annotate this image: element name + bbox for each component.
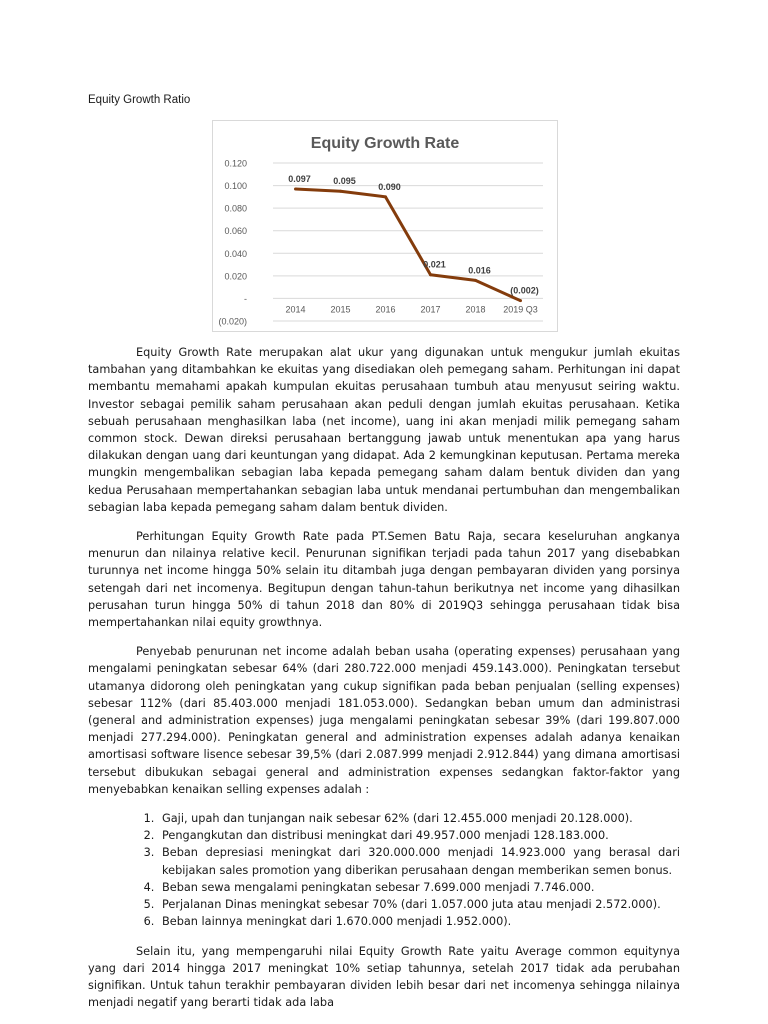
paragraph-2: Perhitungan Equity Growth Rate pada PT.Semen Batu Raja, secara keseluruhan angkanya menurun dan nilainya relative kecil. Penurunan signifikan terjadi pada tahun 2017 yang disebabkan turunnya net income hingga 50% selain itu ditambah juga dengan pembayaran dividen yang porsinya setengah dari net incomenya. Begitupun dengan tahun-tahun berikutnya net income yang dihasilkan perusahan turun hingga 50% di tahun 2018 dan 80% di 2019Q3 sehingga perusahaan tidak bisa mempertahankan nilai equity growthnya.: [88, 530, 680, 630]
x-tick-label: 2018: [465, 304, 486, 315]
y-tick-label: -: [244, 293, 247, 304]
list-item: 3. Beban depresiasi meningkat dari 320.000.000 menjadi 14.923.000 yang berasal dari kebijakan sales promotion yang diberikan perusahaan dengan memberikan semen bonus.: [158, 844, 680, 878]
x-tick-label: 2015: [330, 304, 351, 315]
data-label: 0.090: [378, 181, 401, 192]
chart-title: Equity Growth Rate: [310, 135, 460, 152]
x-tick-label: 2016: [375, 304, 396, 315]
x-tick-label: 2017: [420, 304, 441, 315]
y-tick-label: 0.020: [224, 271, 247, 282]
data-label: 0.021: [423, 259, 446, 270]
y-tick-label: (0.020): [218, 316, 247, 327]
data-label: (0.002): [510, 285, 539, 296]
paragraph-closing: Selain itu, yang mempengaruhi nilai Equity Growth Rate yaitu Average common equitynya yang dari 2014 hingga 2017 meningkat 10% setiap tahunnya, setelah 2017 tidak ada perubahan signifikan. Untuk tahun terakhir pembayaran dividen lebih besar dari net incomenya sehingga nilainya menjadi negatif yang berarti tidak ada laba: [88, 944, 680, 1010]
list-item: 4. Beban sewa mengalami peningkatan sebesar 7.699.000 menjadi 7.746.000.: [158, 879, 680, 896]
y-tick-label: 0.040: [224, 248, 247, 259]
y-tick-label: 0.100: [224, 181, 247, 192]
data-point: [519, 299, 522, 302]
data-label: 0.095: [333, 176, 356, 187]
data-label: 0.097: [288, 173, 311, 184]
body-text: [88, 344, 680, 1023]
x-tick-label: 2014: [285, 304, 306, 315]
list-item: 2. Pengangkutan dan distribusi meningkat dari 49.957.000 menjadi 128.183.000.: [158, 827, 680, 844]
data-point: [474, 279, 477, 282]
equity-growth-chart: [212, 120, 558, 332]
data-point: [429, 273, 432, 276]
y-tick-label: 0.120: [224, 158, 247, 169]
data-point: [384, 195, 387, 198]
data-point: [339, 190, 342, 193]
data-label: 0.016: [468, 265, 491, 276]
y-tick-label: 0.080: [224, 203, 247, 214]
paragraph-3: Penyebab penurunan net income adalah beban usaha (operating expenses) perusahaan yang mengalami peningkatan sebesar 64% (dari 280.722.000 menjadi 459.143.000). Peningkatan tersebut utamanya didorong oleh peningkatan yang cukup signifikan pada beban penjualan (selling expenses) sebesar 112% (dari 85.403.000 menjadi 181.053.000). Sedangkan beban umum dan administrasi (general and administration expenses) juga mengalami peningkatan sebesar 39% (dari 199.807.000 menjadi 277.294.000). Peningkatan general and administration expenses adalah adanya kenaikan amortisasi software lisence sebesar 39,5% (dari 2.087.999 menjadi 2.912.844) yang dimana amortisasi tersebut dibukukan sebagai general and administration expenses sedangkan faktor-faktor yang menyebabkan kenaikan selling expenses adalah :: [88, 645, 680, 796]
data-point: [294, 187, 297, 190]
series-line: [296, 189, 521, 301]
list-item: 1. Gaji, upah dan tunjangan naik sebesar 62% (dari 12.455.000 menjadi 20.128.000).: [158, 810, 680, 827]
list-item: 5. Perjalanan Dinas meningkat sebesar 70% (dari 1.057.000 juta atau menjadi 2.572.000).: [158, 896, 680, 913]
list-item: 6. Beban lainnya meningkat dari 1.670.000 menjadi 1.952.000).: [158, 913, 680, 930]
selling-expense-factors-list: [88, 810, 680, 930]
section-title: Equity Growth Ratio: [88, 94, 191, 106]
paragraph-1: Equity Growth Rate merupakan alat ukur yang digunakan untuk mengukur jumlah ekuitas tambahan yang ditambahkan ke ekuitas yang disediakan oleh pemegang saham. Perhitungan ini dapat membantu memahami apakah kumpulan ekuitas perusahaan tumbuh atau menyusut seiring waktu. Investor sebagai pemilik saham perusahaan akan peduli dengan jumlah ekuitas perusahaan. Ketika sebuah perusahaan menghasilkan laba (net income), uang ini akan menjadi milik pemegang saham common stock. Dewan direksi perusahaan bertanggung jawab untuk menentukan apa yang harus dilakukan dengan uang dari keuntungan yang didapat. Ada 2 kemungkinan keputusan. Pertama mereka mungkin mengembalikan sebagian laba kepada pemegang saham dalam bentuk dividen dan yang kedua Perusahaan mempertahankan sebagian laba untuk mendanai pertumbuhan dan mengembalikan sebagian laba kepada pemegang saham dalam bentuk dividen.: [88, 346, 680, 514]
x-tick-label: 2019 Q3: [503, 304, 538, 315]
y-tick-label: 0.060: [224, 226, 247, 237]
chart-svg: [213, 121, 557, 331]
